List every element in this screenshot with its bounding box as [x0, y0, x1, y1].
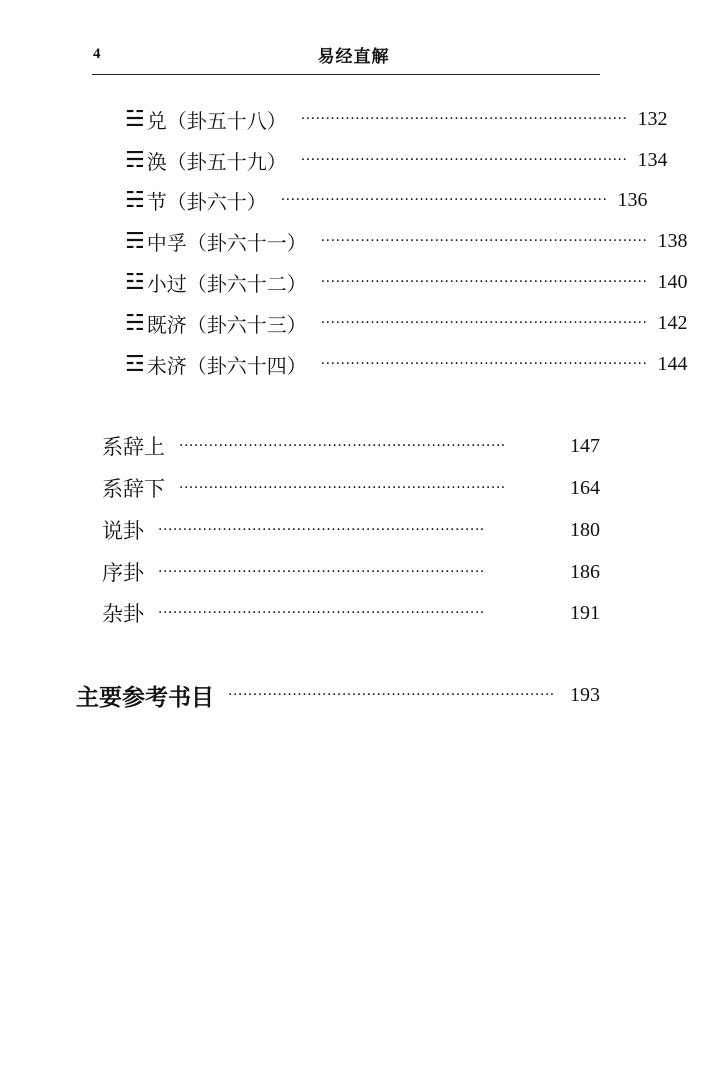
toc-entry-label: 节（卦六十）: [146, 189, 267, 214]
leader-dots: ··································································: [158, 564, 485, 580]
toc-entry-page: 142: [657, 311, 688, 334]
toc-entry-shuogua[interactable]: [102, 515, 600, 545]
toc-entry-label: 序卦: [102, 561, 144, 585]
toc-entry-page: 132: [637, 107, 668, 130]
toc-entry-page: 186: [570, 560, 600, 583]
toc-entry-dui[interactable]: [125, 104, 668, 134]
leader-dots: ··································································: [179, 438, 506, 454]
hexagram-icon: ☱: [125, 106, 145, 132]
toc-entry-page: 134: [637, 148, 668, 171]
toc-entry-xiaoguo[interactable]: [125, 267, 688, 297]
hexagram-icon: ☲: [125, 351, 145, 377]
hexagram-icon: ☵: [125, 310, 145, 336]
toc-entry-huan[interactable]: [125, 145, 668, 175]
toc-entry-bibliography[interactable]: [76, 680, 600, 710]
leader-dots: ··································································: [300, 111, 628, 127]
toc-entry-label: 涣（卦五十九）: [146, 149, 287, 174]
hexagram-icon: ☴: [125, 147, 145, 173]
leader-dots: ··································································: [320, 233, 648, 249]
hexagram-icon: ☴: [125, 228, 145, 254]
toc-entry-label: 系辞下: [102, 477, 165, 501]
leader-dots: ··································································: [158, 605, 485, 621]
leader-dots: ··································································: [320, 274, 648, 290]
toc-entry-xici-xia[interactable]: [102, 473, 600, 503]
toc-entry-label: 系辞上: [102, 435, 165, 459]
toc-entry-label: 主要参考书目: [76, 684, 214, 711]
toc-entry-weiji[interactable]: [125, 349, 688, 379]
toc-entry-page: 138: [657, 229, 688, 252]
toc-entry-label: 说卦: [102, 519, 144, 543]
toc-entry-xugua[interactable]: [102, 557, 600, 587]
toc-entry-page: 144: [657, 352, 688, 375]
hexagram-icon: ☳: [125, 269, 145, 295]
toc-entry-page: 191: [570, 601, 600, 624]
leader-dots: ··································································: [300, 152, 628, 168]
toc-entry-zagua[interactable]: [102, 598, 600, 628]
leader-dots: ··································································: [179, 480, 506, 496]
toc-entry-label: 既济（卦六十三）: [146, 312, 307, 337]
toc-entry-jie[interactable]: [125, 185, 648, 215]
hexagram-icon: ☵: [125, 187, 145, 213]
header-rule: [92, 74, 600, 75]
toc-entry-page: 180: [570, 518, 600, 541]
leader-dots: ··································································: [320, 356, 648, 372]
toc-entry-zhongfu[interactable]: [125, 226, 688, 256]
leader-dots: ··································································: [280, 192, 608, 208]
leader-dots: ··································································: [158, 522, 485, 538]
running-title: 易经直解: [317, 47, 390, 67]
toc-entry-page: 147: [570, 434, 600, 457]
toc-entry-xici-shang[interactable]: [102, 431, 600, 461]
page-number: 4: [93, 46, 101, 62]
toc-entry-label: 小过（卦六十二）: [146, 271, 307, 296]
toc-entry-label: 未济（卦六十四）: [146, 353, 307, 378]
leader-dots: ··································································: [228, 687, 555, 703]
leader-dots: ··································································: [320, 315, 648, 331]
toc-entry-label: 杂卦: [102, 602, 144, 626]
toc-entry-label: 中孚（卦六十一）: [146, 230, 307, 255]
toc-entry-page: 193: [570, 683, 600, 706]
toc-entry-page: 136: [617, 188, 648, 211]
toc-entry-jiji[interactable]: [125, 308, 688, 338]
toc-entry-page: 140: [657, 270, 688, 293]
toc-entry-page: 164: [570, 476, 600, 499]
toc-entry-label: 兑（卦五十八）: [146, 108, 287, 133]
